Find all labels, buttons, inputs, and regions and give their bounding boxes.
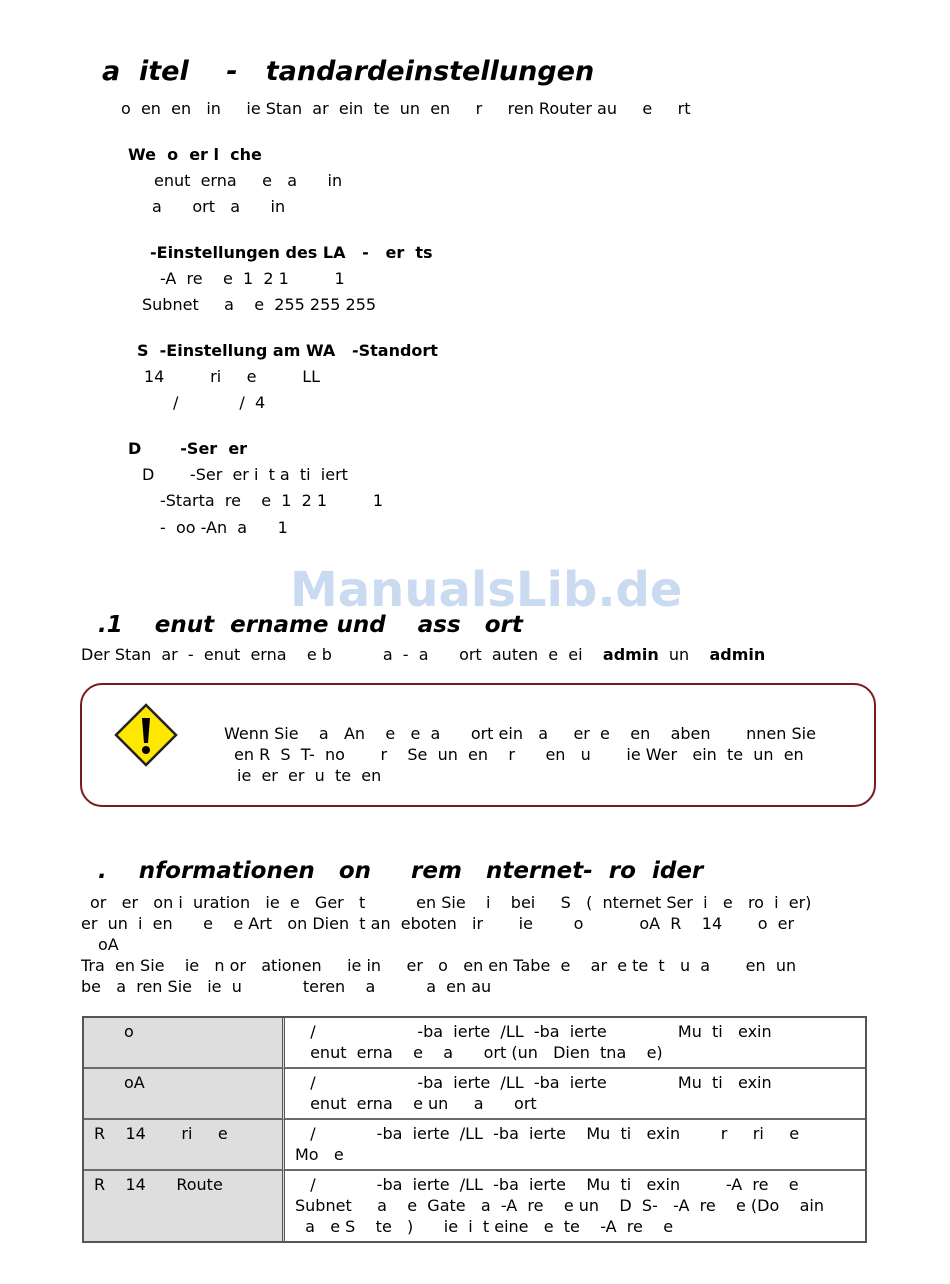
warning-line: en R S T- no r Se un en r en u ie Wer ein te un en: [234, 745, 804, 764]
group-heading-wan: S -Einstellung am WA -Standort: [137, 341, 438, 360]
section1-title: .1 enut ername und ass ort: [98, 612, 523, 638]
group-line: a ort a in: [152, 197, 286, 216]
section2-line: Tra en Sie ie n or ationen ie in er o en en Tabe e ar e te t u a en un: [81, 956, 797, 975]
table-cell-type: R 14 ri e: [84, 1120, 285, 1171]
section2-line: oA: [98, 935, 119, 954]
table-cell-info: / -ba ierte /LL -ba ierte Mu ti exin enut erna e a ort (un Dien tna e): [285, 1018, 865, 1069]
section1-text-b: un: [668, 645, 690, 664]
warning-box: [80, 683, 876, 807]
group-line: enut erna e a in: [154, 171, 343, 190]
section2-line: or er on i uration ie e Ger t en Sie i bei S ( nternet Ser i e ro i er): [90, 893, 812, 912]
table-cell-info: / -ba ierte /LL -ba ierte Mu ti exin -A re e Subnet a e Gate a -A re e un D S- -A re e (Do ain a e S te ) ie i t eine e te -A re e: [285, 1171, 865, 1241]
chapter-title: a itel - tandardeinstellungen: [102, 56, 595, 87]
group-line: 14 ri e LL: [144, 367, 321, 386]
table-row: [84, 1018, 865, 1069]
group-line: -A re e 1 2 1 1: [160, 269, 345, 288]
group-line: D -Ser er i t a ti iert: [142, 465, 348, 484]
group-line: / / 4: [173, 393, 266, 412]
warning-line: Wenn Sie a An e e a ort ein a er e en aben nnen Sie: [224, 724, 816, 743]
table-row: [84, 1069, 865, 1120]
section2-title: . nformationen on rem nternet- ro ider: [98, 858, 704, 884]
group-heading-dhcp: D -Ser er: [128, 439, 248, 458]
table-cell-info: / -ba ierte /LL -ba ierte Mu ti exin enut erna e un a ort: [285, 1069, 865, 1120]
table-cell-type: o: [84, 1018, 285, 1069]
section1-text-a: Der Stan ar - enut erna e b a - a ort auten e ei: [81, 645, 583, 664]
group-line: Subnet a e 255 255 255: [142, 295, 377, 314]
provider-table: [82, 1016, 867, 1243]
group-line: -Starta re e 1 2 1 1: [160, 491, 384, 510]
warning-line: ie er er u te en: [237, 766, 382, 785]
table-row: [84, 1120, 865, 1171]
table-cell-type: oA: [84, 1069, 285, 1120]
section2-line: be a ren Sie ie u teren a a en au: [81, 977, 492, 996]
table-cell-type: R 14 Route: [84, 1171, 285, 1241]
table-cell-info: / -ba ierte /LL -ba ierte Mu ti exin r ri e Mo e: [285, 1120, 865, 1171]
section1-text: [81, 645, 765, 665]
chapter-intro: o en en in ie Stan ar ein te un en r ren Router au e rt: [121, 99, 691, 118]
section2-line: er un i en e e Art on Dien t an eboten ir ie o oA R 14 o er: [81, 914, 795, 933]
watermark: ManualsLib.de: [290, 562, 683, 618]
table-row: [84, 1171, 865, 1241]
warning-icon: [114, 703, 178, 767]
default-username: admin: [602, 645, 659, 664]
group-line: - oo -An a 1: [160, 518, 288, 537]
group-heading-lan: -Einstellungen des LA - er ts: [150, 243, 433, 262]
default-password: admin: [709, 645, 766, 664]
group-heading-web-ui: We o er l che: [128, 145, 262, 164]
